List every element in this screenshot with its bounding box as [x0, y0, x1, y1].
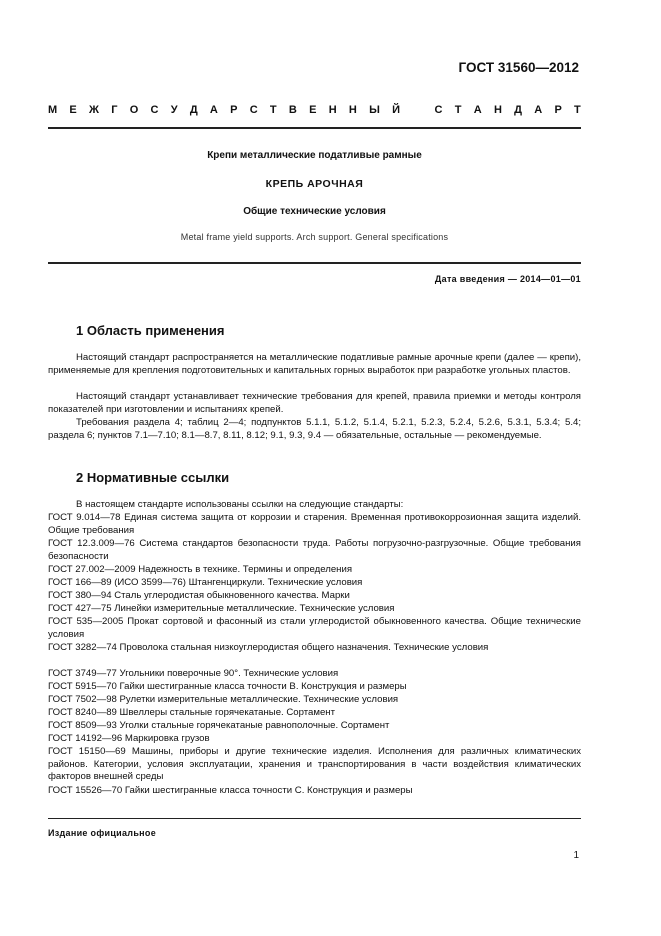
- reference-item: ГОСТ 427—75 Линейки измерительные металлические. Технические условия: [48, 603, 395, 614]
- section-2-intro: В настоящем стандарте использованы ссылки на следующие стандарты:: [76, 499, 404, 510]
- reference-item: ГОСТ 9.014—78 Единая система защита от коррозии и старения. Временная противокоррозионная защита изделий. Общие требования: [48, 512, 581, 536]
- heading-letter: В: [288, 104, 297, 116]
- heading-letter: Н: [348, 104, 357, 116]
- reference-item: ГОСТ 27.002—2009 Надежность в технике. Термины и определения: [48, 564, 353, 575]
- heading-letter: Ж: [89, 104, 99, 116]
- edition-note: Издание официальное: [48, 828, 157, 838]
- reference-item: ГОСТ 15150—69 Машины, приборы и другие технические изделия. Исполнения для различных климатических районов. Категории, условия эксплуатации, хранения и транспортирования в части воздействия климатических факторов внешней среды: [48, 746, 581, 783]
- heading-letter: Е: [309, 104, 317, 116]
- heading-letter: Д: [189, 104, 198, 116]
- heading-letter: Н: [493, 104, 502, 116]
- heading-letter: У: [170, 104, 178, 116]
- heading-letter: Г: [111, 104, 118, 116]
- reference-item: ГОСТ 15526—70 Гайки шестигранные класса точности С. Конструкция и размеры: [48, 785, 413, 796]
- reference-item: ГОСТ 3282—74 Проволока стальная низкоуглеродистая общего назначения. Технические условия: [48, 642, 489, 653]
- document-subtitle: КРЕПЬ АРОЧНАЯ: [265, 178, 364, 190]
- heading-letter: С: [434, 104, 443, 116]
- heading-letter: М: [48, 104, 58, 116]
- document-title: Крепи металлические податливые рамные: [207, 150, 422, 161]
- heading-letter: А: [534, 104, 543, 116]
- section-1-paragraph-2: Настоящий стандарт устанавливает технические требования для крепей, правила приемки и методы контроля показателей при изготовлении и испытаниях крепей.: [48, 391, 581, 415]
- page-number: 1: [573, 850, 579, 861]
- heading-letter: А: [209, 104, 218, 116]
- heading-letter: С: [150, 104, 159, 116]
- heading-letter: Д: [514, 104, 522, 116]
- reference-item: ГОСТ 8240—89 Швеллеры стальные горячекатаные. Сортамент: [48, 707, 335, 718]
- introduction-date: Дата введения — 2014—01—01: [434, 274, 581, 284]
- section-1-paragraph-3: Требования раздела 4; таблиц 2—4; подпунктов 5.1.1, 5.1.2, 5.1.4, 5.2.1, 5.2.3, 5.2.4, 5.2.6, 5.3.1, 5.3.4; 5.4; раздела 6; пунктов 7.1—7.10; 8.1—8.7, 8.11, 8.12; 9.1, 9.3, 9.4 — обязательные, остальные — рекомендуемые.: [48, 417, 581, 441]
- section-1-heading: 1 Область применения: [76, 323, 225, 338]
- heading-letter: Е: [69, 104, 77, 116]
- heading-letter: С: [249, 104, 258, 116]
- heading-letter: Т: [574, 104, 581, 116]
- section-1-paragraph-1: Настоящий стандарт распространяется на металлические податливые рамные арочные крепи (далее — крепи), применяемые для крепления подготовительных и капитальных горных выработок при разработке угольных пластов.: [48, 352, 581, 376]
- footer-rule: [48, 818, 581, 819]
- heading-letter: Н: [328, 104, 337, 116]
- reference-item: ГОСТ 5915—70 Гайки шестигранные класса точности В. Конструкция и размеры: [48, 681, 407, 692]
- heading-letter: Т: [269, 104, 277, 116]
- standard-number: ГОСТ 31560—2012: [458, 60, 579, 75]
- reference-item: ГОСТ 14192—96 Маркировка грузов: [48, 733, 210, 744]
- reference-item: ГОСТ 8509—93 Уголки стальные горячекатаные равнополочные. Сортамент: [48, 720, 390, 731]
- english-title: Metal frame yield supports. Arch support. General specifications: [180, 232, 449, 242]
- section-2-heading: 2 Нормативные ссылки: [76, 470, 230, 485]
- heading-letter: А: [473, 104, 482, 116]
- heading-letter: Т: [454, 104, 462, 116]
- heading-gap: [412, 104, 422, 116]
- reference-item: ГОСТ 12.3.009—76 Система стандартов безопасности труда. Работы погрузочно-разгрузочные. Общие требования безопасности: [48, 538, 581, 562]
- reference-item: ГОСТ 7502—98 Рулетки измерительные металлические. Технические условия: [48, 694, 399, 705]
- reference-item: ГОСТ 3749—77 Угольники поверочные 90°. Технические условия: [48, 668, 339, 679]
- heading-letter: О: [129, 104, 139, 116]
- reference-item: ГОСТ 166—89 (ИСО 3599—76) Штангенциркули. Технические условия: [48, 577, 363, 588]
- heading-letter: Р: [230, 104, 238, 116]
- document-specs: Общие технические условия: [243, 206, 386, 217]
- header-rule: [48, 127, 581, 129]
- title-rule: [48, 262, 581, 264]
- reference-item: ГОСТ 535—2005 Прокат сортовой и фасонный из стали углеродистой обыкновенного качества. Общие технические условия: [48, 616, 581, 640]
- interstate-standard-heading: [48, 104, 581, 116]
- heading-letter: Ы: [369, 104, 380, 116]
- heading-letter: Й: [392, 104, 401, 116]
- reference-item: ГОСТ 380—94 Сталь углеродистая обыкновенного качества. Марки: [48, 590, 350, 601]
- heading-letter: Р: [554, 104, 562, 116]
